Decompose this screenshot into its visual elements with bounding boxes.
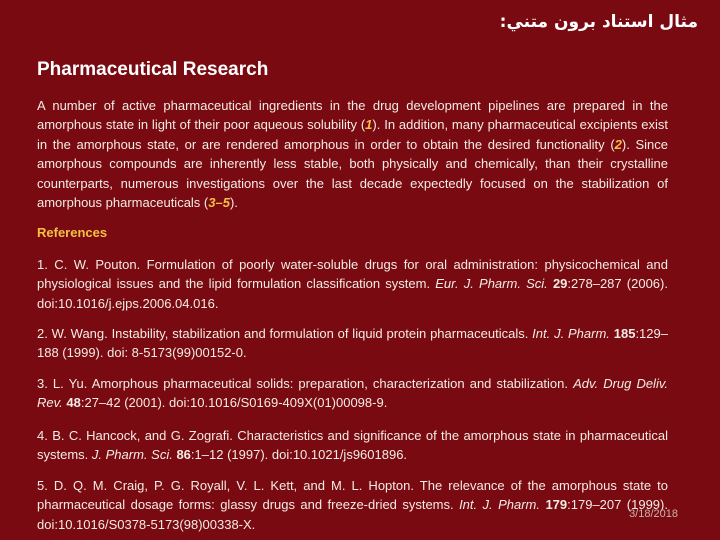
- page-title: Pharmaceutical Research: [37, 59, 269, 80]
- paragraph-text: ). In addition, many pharmaceutical excipients exist in the amorphous state, or are rendered amorphous in order to obtain the desired functionality (: [37, 117, 668, 152]
- volume-number: 29: [552, 276, 568, 292]
- journal-name: Eur. J. Pharm. Sci.: [435, 276, 548, 292]
- reference-text: 3. L. Yu. Amorphous pharmaceutical solids: preparation, characterization and stabilization.: [37, 376, 574, 391]
- volume-number: 86: [176, 447, 191, 463]
- reference-item: [37, 476, 668, 534]
- arabic-heading: مثال استناد برون متني:: [499, 12, 698, 32]
- journal-name: Int. J. Pharm.: [459, 497, 540, 513]
- reference-item: [37, 374, 668, 413]
- reference-text: 1. C. W. Pouton. Formulation of poorly water-soluble drugs for oral administration: physicochemical and physiological issues and the lipid formulation classification system.: [37, 257, 668, 292]
- paragraph-text: ).: [229, 195, 238, 211]
- reference-item: [37, 426, 668, 465]
- reference-text: 4. B. C. Hancock, and G. Zografi. Characteristics and significance of the amorphous state in pharmaceutical systems.: [37, 428, 668, 463]
- slide-date: 3/18/2018: [629, 508, 678, 520]
- volume-number: 179: [545, 497, 568, 513]
- reference-text: :129–188 (1999). doi: 8-5173(99)00152-0.: [37, 326, 668, 361]
- reference-text: :179–207 (1999). doi:10.1016/S0378-5173(98)00338-X.: [37, 497, 668, 532]
- paragraph-text: A number of active pharmaceutical ingredients in the drug development pipelines are prepared in the amorphous state in light of their poor aqueous solubility (: [37, 98, 668, 133]
- paragraph-text: ). Since amorphous compounds are inherently less stable, both physically and chemically, than their crystalline counterparts, numerous investigations over the last decade expectedly focused on the stabilization of amorphous pharmaceuticals (: [37, 136, 669, 211]
- volume-number: 48: [66, 395, 81, 411]
- reference-text: :278–287 (2006). doi:10.1016/j.ejps.2006.04.016.: [37, 276, 668, 311]
- volume-number: 185: [613, 326, 636, 341]
- abstract-paragraph: [37, 96, 668, 212]
- references-heading: References: [37, 225, 108, 240]
- journal-name: Adv. Drug Deliv. Rev.: [37, 376, 668, 411]
- journal-name: Int. J. Pharm.: [532, 326, 610, 341]
- citation-link[interactable]: 3–5: [208, 195, 230, 211]
- citation-link[interactable]: 1: [365, 117, 373, 133]
- reference-text: :1–12 (1997). doi:10.1021/js9601896.: [190, 447, 408, 463]
- journal-name: J. Pharm. Sci.: [91, 447, 173, 463]
- reference-text: 2. W. Wang. Instability, stabilization and formulation of liquid protein pharmaceuticals.: [37, 326, 533, 341]
- citation-link[interactable]: 2: [614, 136, 622, 152]
- reference-text: 5. D. Q. M. Craig, P. G. Royall, V. L. Kett, and M. L. Hopton. The relevance of the amorphous state to pharmaceutical dosage forms: glassy drugs and freeze-dried systems.: [37, 478, 668, 513]
- reference-text: :27–42 (2001). doi:10.1016/S0169-409X(01)00098-9.: [80, 395, 388, 411]
- reference-item: [37, 324, 668, 363]
- reference-item: [37, 255, 668, 313]
